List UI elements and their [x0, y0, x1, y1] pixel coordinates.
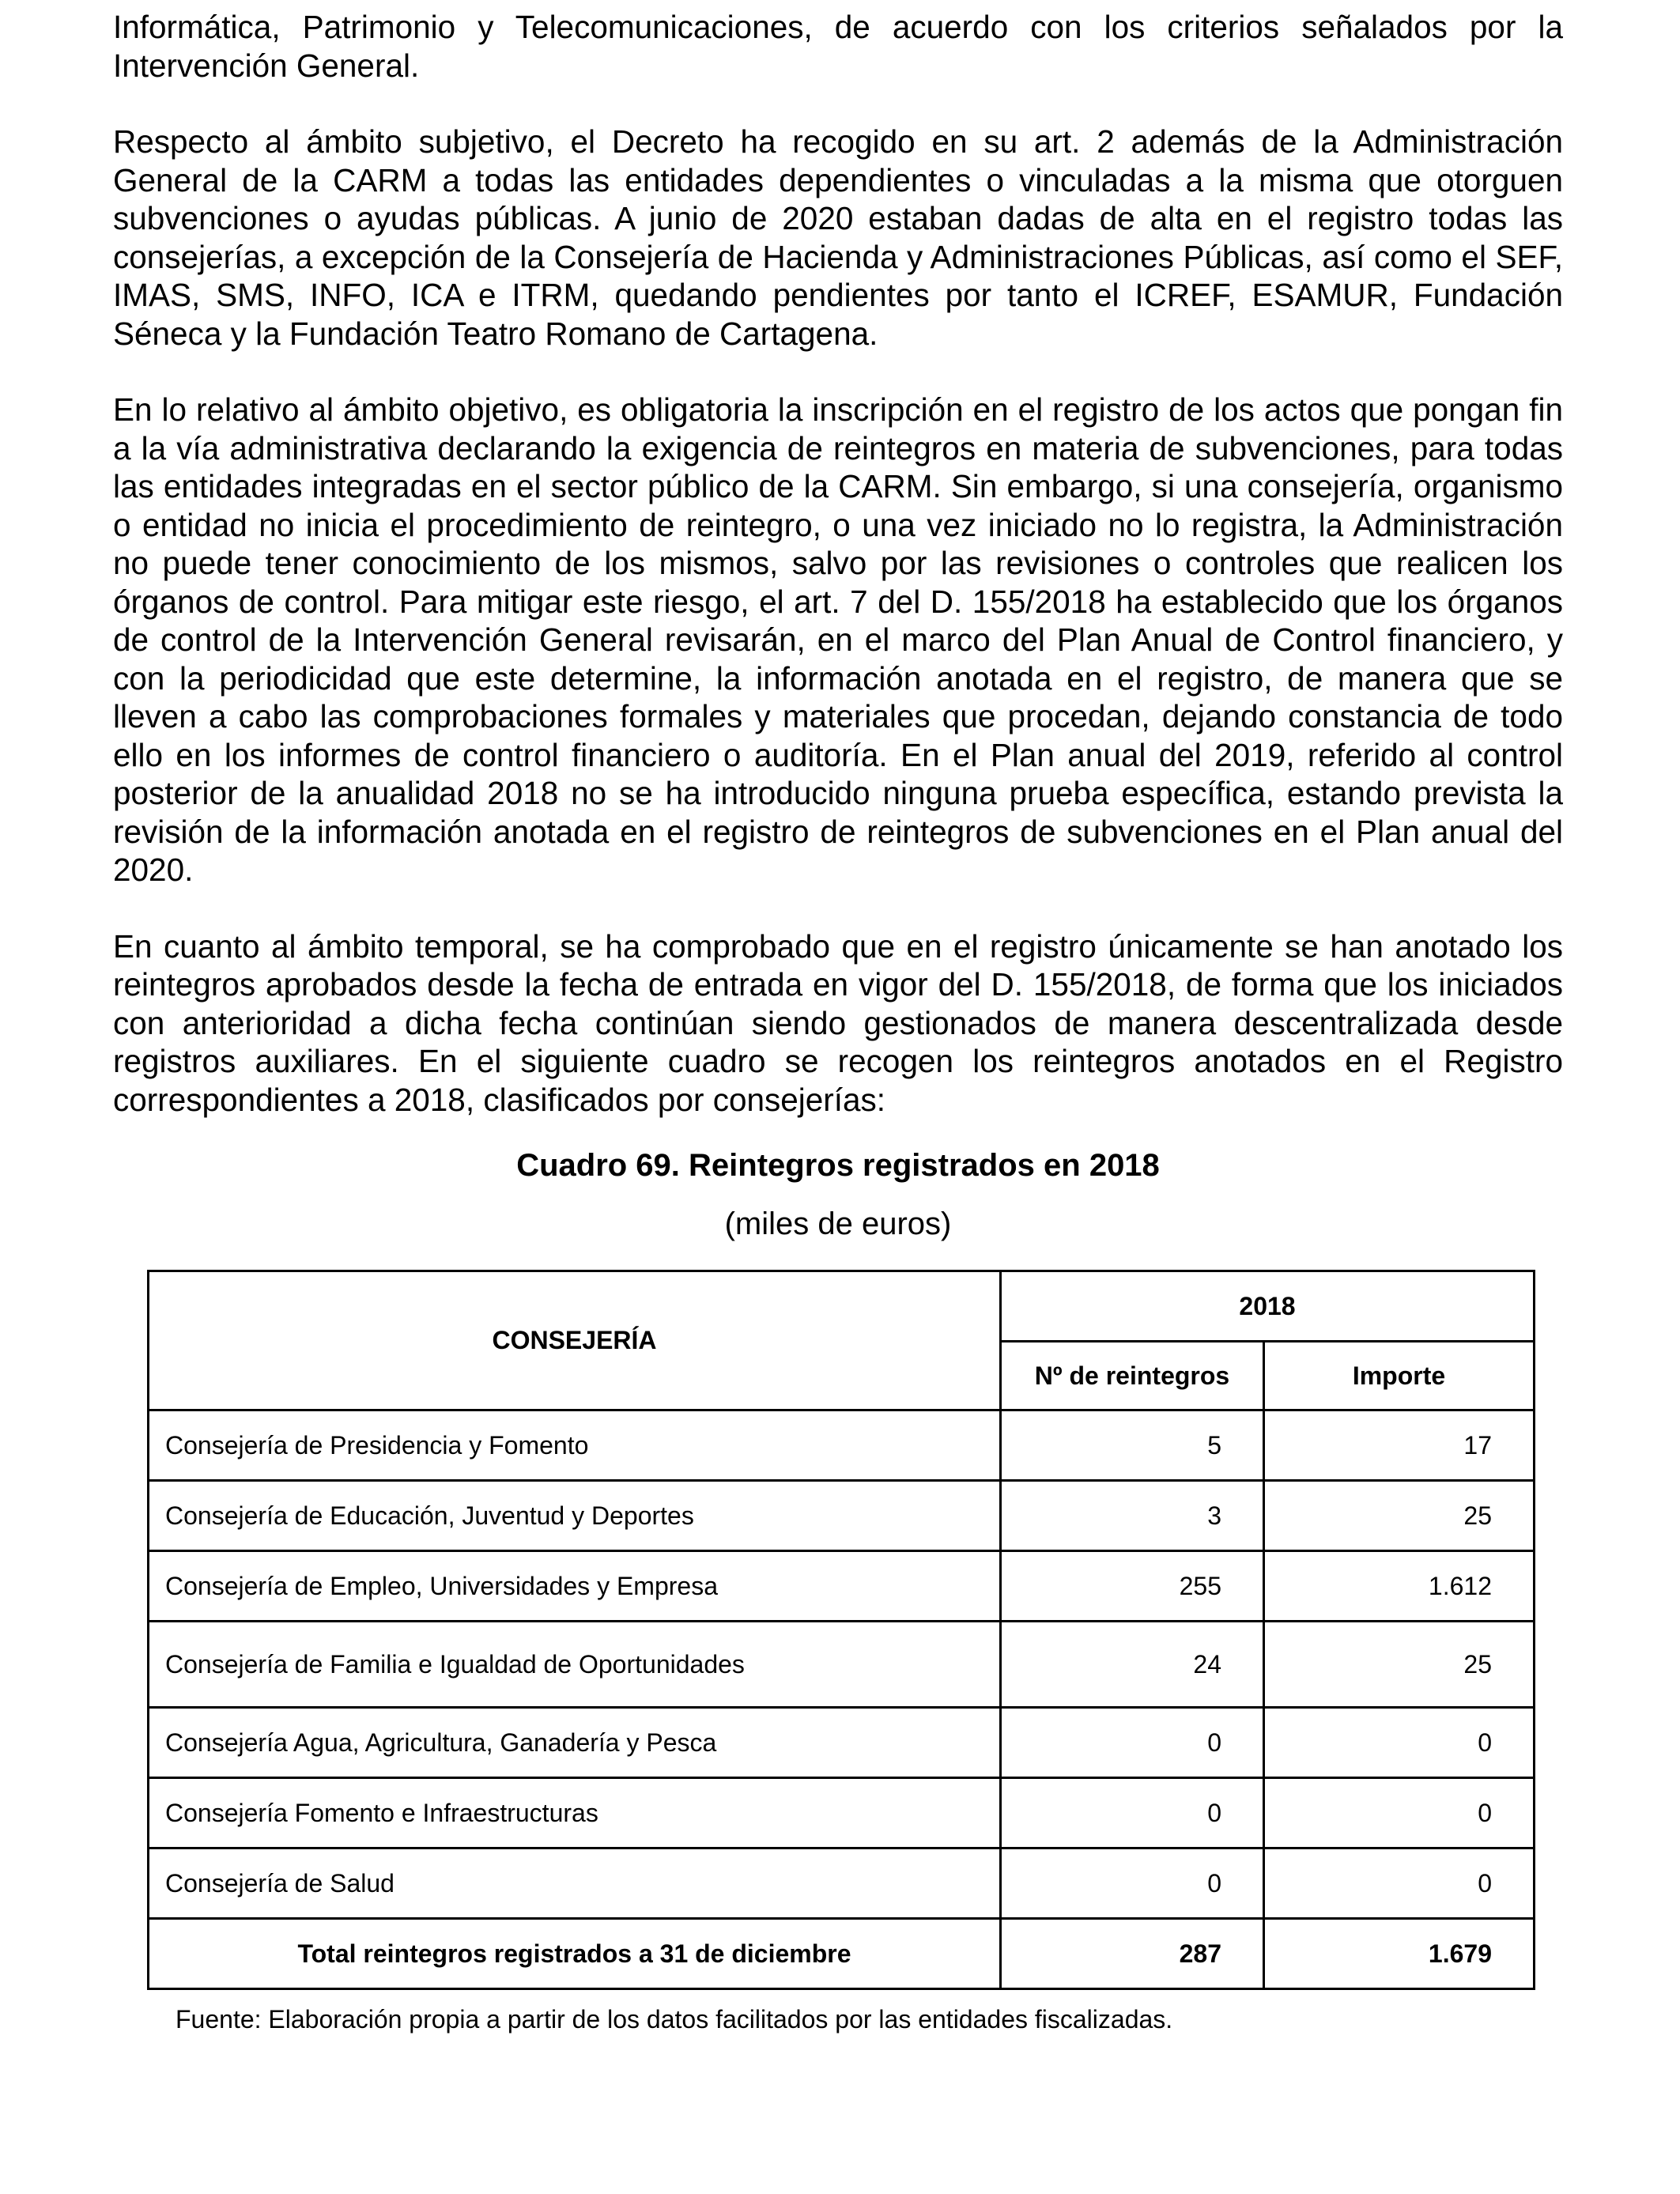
- total-name: Total reintegros registrados a 31 de diciembre: [149, 1919, 1001, 1989]
- row-name: Consejería de Presidencia y Fomento: [149, 1410, 1001, 1481]
- row-amount: 25: [1264, 1481, 1535, 1551]
- total-amount: 1.679: [1264, 1919, 1535, 1989]
- row-name: Consejería Fomento e Infraestructuras: [149, 1778, 1001, 1848]
- row-name: Consejería Agua, Agricultura, Ganadería y Pesca: [149, 1708, 1001, 1778]
- paragraph-1: Informática, Patrimonio y Telecomunicaciones, de acuerdo con los criterios señalados por la Intervención General.: [113, 9, 1563, 84]
- paragraph-4: En cuanto al ámbito temporal, se ha comprobado que en el registro únicamente se han anotado los reintegros aprobados desde la fecha de entrada en vigor del D. 155/2018, de forma que los iniciados con anterioridad a dicha fecha continúan siendo gestionados de manera descentralizada desde registros auxiliares. En el siguiente cuadro se recogen los reintegros anotados en el Registro correspondientes a 2018, clasificados por consejerías:: [113, 927, 1563, 1118]
- table-row: [149, 1622, 1535, 1708]
- table-source-note: Fuente: Elaboración propia a partir de los datos facilitados por las entidades fiscalizadas.: [176, 2005, 1173, 2034]
- row-count: 5: [1001, 1410, 1264, 1481]
- header-count: Nº de reintegros: [1001, 1342, 1264, 1410]
- row-amount: 0: [1264, 1778, 1535, 1848]
- row-count: 255: [1001, 1551, 1264, 1622]
- table-row: [149, 1481, 1535, 1551]
- header-amount: Importe: [1264, 1342, 1535, 1410]
- table-row: [149, 1410, 1535, 1481]
- row-amount: 1.612: [1264, 1551, 1535, 1622]
- document-body: [113, 8, 1563, 1241]
- reintegros-table: [147, 1270, 1535, 1990]
- row-amount: 25: [1264, 1622, 1535, 1708]
- paragraph-2: Respecto al ámbito subjetivo, el Decreto ha recogido en su art. 2 además de la Administración General de la CARM a todas las entidades dependientes o vinculadas a la misma que otorguen subvenciones o ayudas públicas. A junio de 2020 estaban dadas de alta en el registro todas las consejerías, a excepción de la Consejería de Hacienda y Administraciones Públicas, así como el SEF, IMAS, SMS, INFO, ICA e ITRM, quedando pendientes por tanto el ICREF, ESAMUR, Fundación Séneca y la Fundación Teatro Romano de Cartagena.: [113, 123, 1563, 352]
- header-year: 2018: [1001, 1271, 1535, 1342]
- table-row: [149, 1848, 1535, 1919]
- row-amount: 0: [1264, 1848, 1535, 1919]
- row-name: Consejería de Educación, Juventud y Deportes: [149, 1481, 1001, 1551]
- row-count: 0: [1001, 1708, 1264, 1778]
- row-amount: 17: [1264, 1410, 1535, 1481]
- row-name: Consejería de Salud: [149, 1848, 1001, 1919]
- row-amount: 0: [1264, 1708, 1535, 1778]
- row-count: 0: [1001, 1778, 1264, 1848]
- row-name: Consejería de Empleo, Universidades y Empresa: [149, 1551, 1001, 1622]
- paragraph-3: En lo relativo al ámbito objetivo, es obligatoria la inscripción en el registro de los actos que pongan fin a la vía administrativa declarando la exigencia de reintegros en materia de subvenciones, para todas las entidades integradas en el sector público de la CARM. Sin embargo, si una consejería, organismo o entidad no inicia el procedimiento de reintegro, o una vez iniciado no lo registra, la Administración no puede tener conocimiento de los mismos, salvo por las revisiones o controles que realicen los órganos de control. Para mitigar este riesgo, el art. 7 del D. 155/2018 ha establecido que los órganos de control de la Intervención General revisarán, en el marco del Plan Anual de Control financiero, y con la periodicidad que este determine, la información anotada en el registro, de manera que se lleven a cabo las comprobaciones formales y materiales que procedan, dejando constancia de todo ello en los informes de control financiero o auditoría. En el Plan anual del 2019, referido al control posterior de la anualidad 2018 no se ha introducido ninguna prueba específica, estando prevista la revisión de la información anotada en el registro de reintegros de subvenciones en el Plan anual del 2020.: [113, 391, 1563, 888]
- table-subtitle: (miles de euros): [724, 1207, 952, 1241]
- table-title: Cuadro 69. Reintegros registrados en 2018: [516, 1148, 1160, 1183]
- row-count: 3: [1001, 1481, 1264, 1551]
- table-row: [149, 1708, 1535, 1778]
- row-name: Consejería de Familia e Igualdad de Oportunidades: [149, 1622, 1001, 1708]
- table-row: [149, 1778, 1535, 1848]
- row-count: 0: [1001, 1848, 1264, 1919]
- table-total-row: [149, 1919, 1535, 1989]
- table-row: [149, 1551, 1535, 1622]
- row-count: 24: [1001, 1622, 1264, 1708]
- header-consejeria: CONSEJERÍA: [149, 1271, 1001, 1410]
- total-count: 287: [1001, 1919, 1264, 1989]
- table-header-row-1: [149, 1271, 1535, 1342]
